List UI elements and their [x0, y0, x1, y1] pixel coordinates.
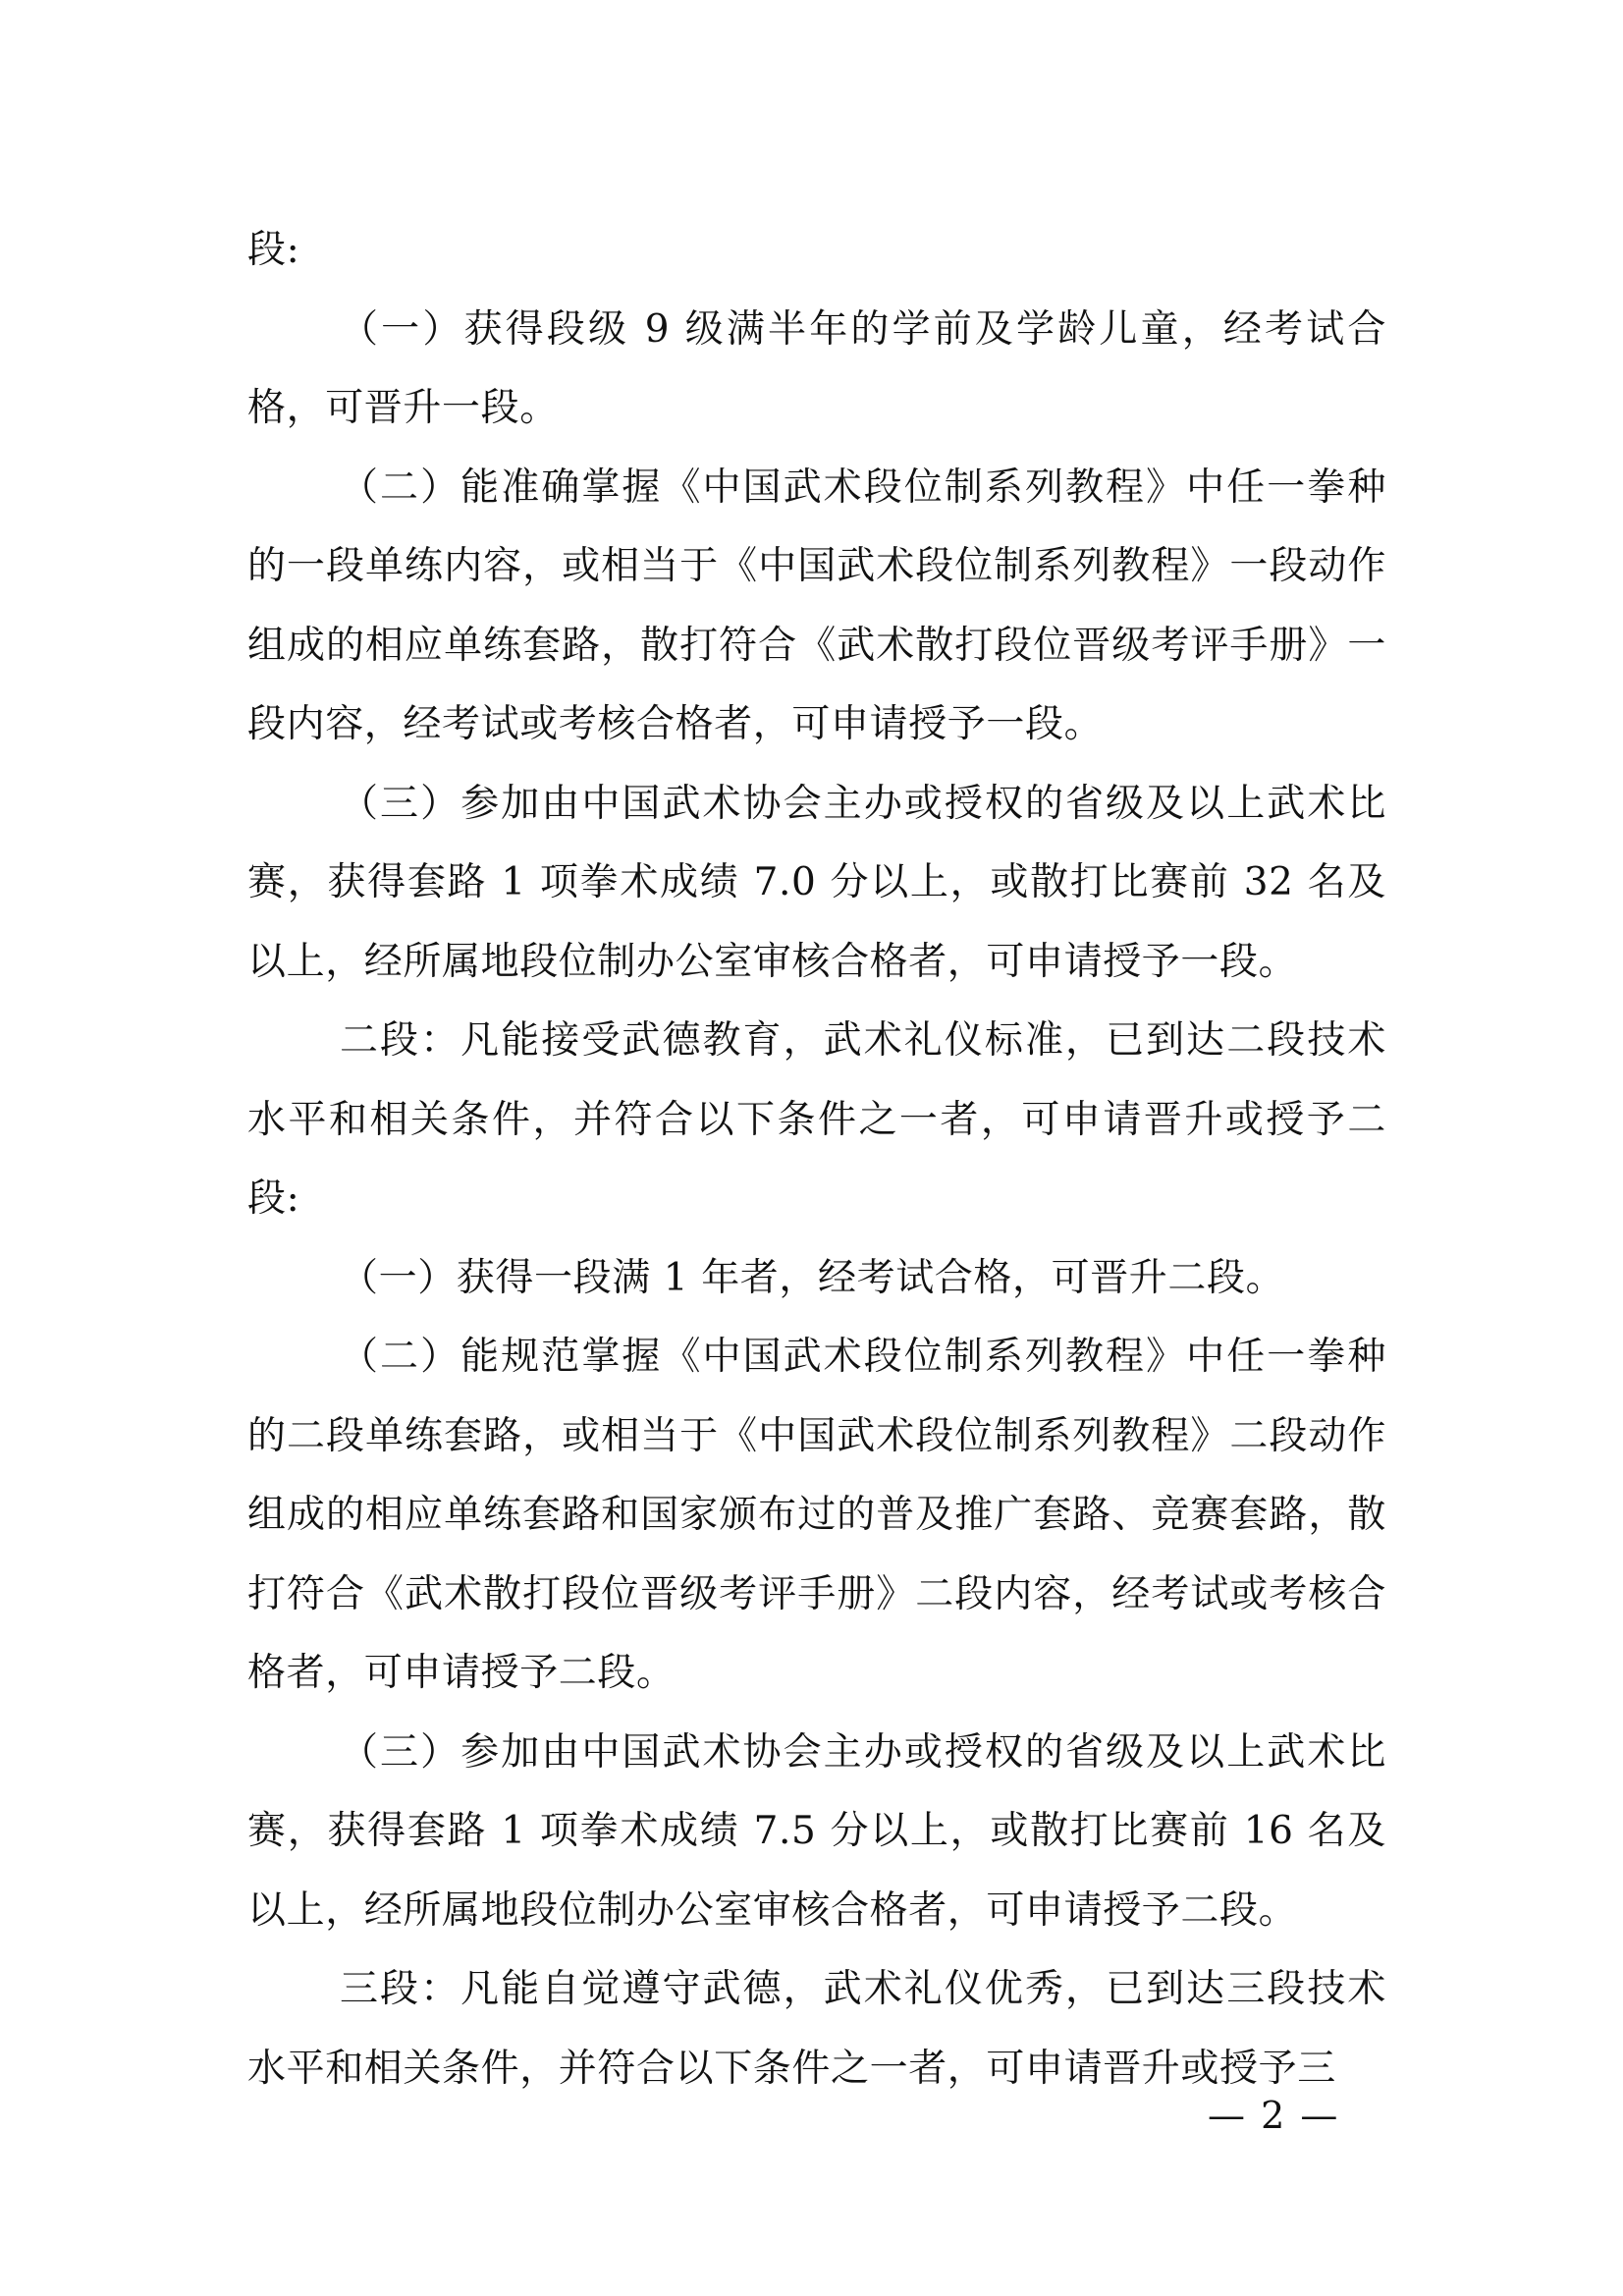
paragraph: （一）获得段级 9 级满半年的学前及学龄儿童，经考试合格，可晋升一段。 [247, 306, 1386, 430]
paragraph: （一）获得一段满 1 年者，经考试合格，可晋升二段。 [340, 1255, 1285, 1300]
page-number: — 2 — [1208, 2094, 1340, 2137]
paragraph: 段: [247, 228, 300, 272]
paragraph: （二）能准确掌握《中国武术段位制系列教程》中任一拳种的一段单练内容，或相当于《中国武术段位制系列教程》一段动作组成的相应单练套路，散打符合《武术散打段位晋级考评手册》一段内容，经考试或考核合格者，可申请授予一段。 [247, 465, 1386, 746]
paragraph: 二段：凡能接受武德教育，武术礼仪标准，已到达二段技术水平和相关条件，并符合以下条件之一者，可申请晋升或授予二段: [247, 1018, 1386, 1221]
document-body [247, 211, 1386, 2108]
paragraph: （三）参加由中国武术协会主办或授权的省级及以上武术比赛，获得套路 1 项拳术成绩 7.5 分以上，或散打比赛前 16 名及以上，经所属地段位制办公室审核合格者，可申请授予二段。 [247, 1729, 1386, 1933]
paragraph: 三段：凡能自觉遵守武德，武术礼仪优秀，已到达三段技术水平和相关条件，并符合以下条件之一者，可申请晋升或授予三 [247, 1967, 1386, 2091]
paragraph: （二）能规范掌握《中国武术段位制系列教程》中任一拳种的二段单练套路，或相当于《中国武术段位制系列教程》二段动作组成的相应单练套路和国家颁布过的普及推广套路、竞赛套路，散打符合《武术散打段位晋级考评手册》二段内容，经考试或考核合格者，可申请授予二段。 [247, 1335, 1386, 1695]
paragraph: （三）参加由中国武术协会主办或授权的省级及以上武术比赛，获得套路 1 项拳术成绩 7.0 分以上，或散打比赛前 32 名及以上，经所属地段位制办公室审核合格者，可申请授予一段。 [247, 781, 1386, 984]
